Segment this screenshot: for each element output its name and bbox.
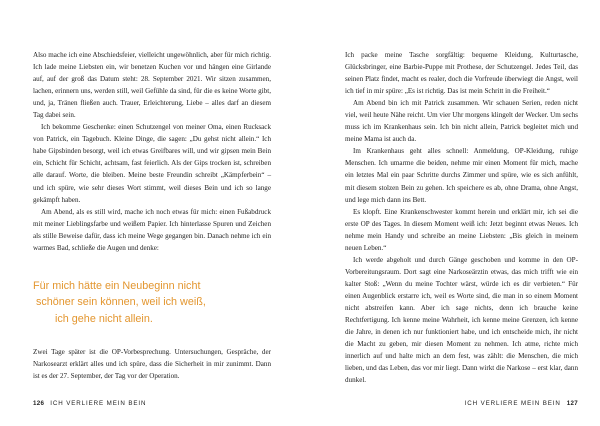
page-number: 126 (33, 400, 45, 407)
paragraph: Am Abend bin ich mit Patrick zusammen. Wir schauen Serien, reden nicht viel, weil heute Nähe reicht. Um vier Uhr morgens klingelt der Wecker. Um sechs muss ich im Krankenhaus sein. Ich bin nicht allein, Patrick begleitet mich und meine Mama ist auch da. (345, 99, 578, 144)
paragraph: Ich packe meine Tasche sorgfältig: bequeme Kleidung, Kulturtasche, Glücksbringer, eine Barbie-Puppe mit Prothese, der Schutzengel. Jedes Teil, das seinen Platz findet, macht es realer, doch die Vorfreude überwiegt die Angst, weil ich tief in mir spüre: „Es ist richtig. Das ist mein Schritt in die Freiheit.“ (345, 51, 578, 96)
pull-quote (33, 278, 283, 327)
pull-quote-line: schöner sein können, weil ich weiß, (36, 296, 206, 309)
paragraph: Zwei Tage später ist die OP-Vorbesprechung. Untersuchungen, Gespräche, der Narkosearzt erklärt alles und ich spüre, dass die Sicherheit in mir zunimmt. Dann ist es der 27. September, der Tag vor der Operation. (33, 348, 271, 381)
paragraph: Es klopft. Eine Krankenschwester kommt herein und erklärt mir, ich sei die erste OP des Tages. In diesem Moment weiß ich: Jetzt beginnt etwas Neues. Ich nehme mein Handy und schreibe an meine Liebsten: „Bis gleich in meinem neuen Leben.“ (345, 207, 578, 252)
paragraph: Im Krankenhaus geht alles schnell: Anmeldung, OP-Kleidung, ruhige Menschen. Ich umarme die beiden, nehme mir einen Moment für mich, mache ein letztes Mal ein paar Schritte durchs Zimmer und spüre, wie es sich anfühlt, mit diesem stolzen Bein zu gehen. Ich speichere es ab, ohne Drama, ohne Angst, und lege mich dann ins Bett. (345, 147, 578, 204)
paragraph: Also mache ich eine Abschiedsfeier, vielleicht ungewöhnlich, aber für mich richtig. Ich lade meine Liebsten ein, wir benetzen Kuchen vor und hängen eine Girlande auf, auf der groß das Datum steht: 28. September 2021. Wir sitzen zusammen, lachen, erinnern uns, werden still, weil Gefühle da sind, für die es keine Worte gibt, und, ja, Tränen fließen auch. Trauer, Erleichterung, Liebe – alles darf an diesem Tag dabei sein. (33, 51, 271, 120)
paragraph: Am Abend, als es still wird, mache ich noch etwas für mich: einen Fußabdruck mit meiner Lieblingsfarbe und weißem Papier. Ich hinterlasse Spuren und Zeichen als stille Beweise dafür, dass ich meine Wege gegangen bin. Danach nehme ich ein warmes Bad, schließe die Augen und denke: (33, 207, 271, 252)
page-number: 127 (566, 400, 578, 407)
pull-quote-line: Für mich hätte ein Neubeginn nicht (33, 280, 201, 292)
paragraph: Ich bekomme Geschenke: einen Schutzengel von meiner Oma, einen Rucksack von Patrick, ein Tagebuch. Kleine Dinge, die sagen: „Du gehst nicht allein.“ Ich habe Gipsbinden besorgt, weil ich etwas Greifbares will, und wir gipsen mein Bein ein, Schicht für Schicht, achtsam, fast feierlich. Als der Gips trocken ist, schreiben alle darauf. Worte, die bleiben. Meine beste Freundin schreibt „Kämpferbein“ – und ich spüre, wie sehr dieses Wort stimmt, weil dieses Bein und ich so lange gekämpft haben. (33, 123, 271, 204)
pull-quote-line: ich gehe nicht allein. (55, 312, 153, 325)
running-head: ICH VERLIERE MEIN BEIN (464, 400, 561, 407)
left-footer (33, 400, 146, 407)
body-text-bottom (33, 346, 271, 382)
body-text-top (33, 49, 271, 254)
right-page (300, 0, 600, 426)
paragraph: Ich werde abgeholt und durch Gänge geschoben und komme in den OP-Vorbereitungsraum. Dort sagt eine Narkoseärztin etwas, das mich trifft wie ein kalter Stoß: „Wenn du meine Tochter wärst, würde ich es dir verbieten.“ Für einen Augenblick erstarre ich, weil es Worte sind, die man in so einem Moment nicht abstreifen kann. Aber ich sage nichts, denn ich brauche keine Rechtfertigung. Ich kenne meine Wahrheit, ich kenne meine Grenzen, ich kenne die Jahre, in denen ich nur funktioniert habe, und ich entscheide mich, ihr nicht die Macht zu geben, mir diesen Moment zu nehmen. Ich atme, richte mich innerlich auf und halte mich an dem fest, was zählt: die Menschen, die mich lieben, und das Leben, das vor mir liegt. Dann wirkt die Narkose – erst klar, dann dunkel. (345, 255, 578, 385)
right-footer (465, 400, 578, 407)
body-text (345, 49, 578, 386)
running-head: ICH VERLIERE MEIN BEIN (50, 400, 147, 407)
